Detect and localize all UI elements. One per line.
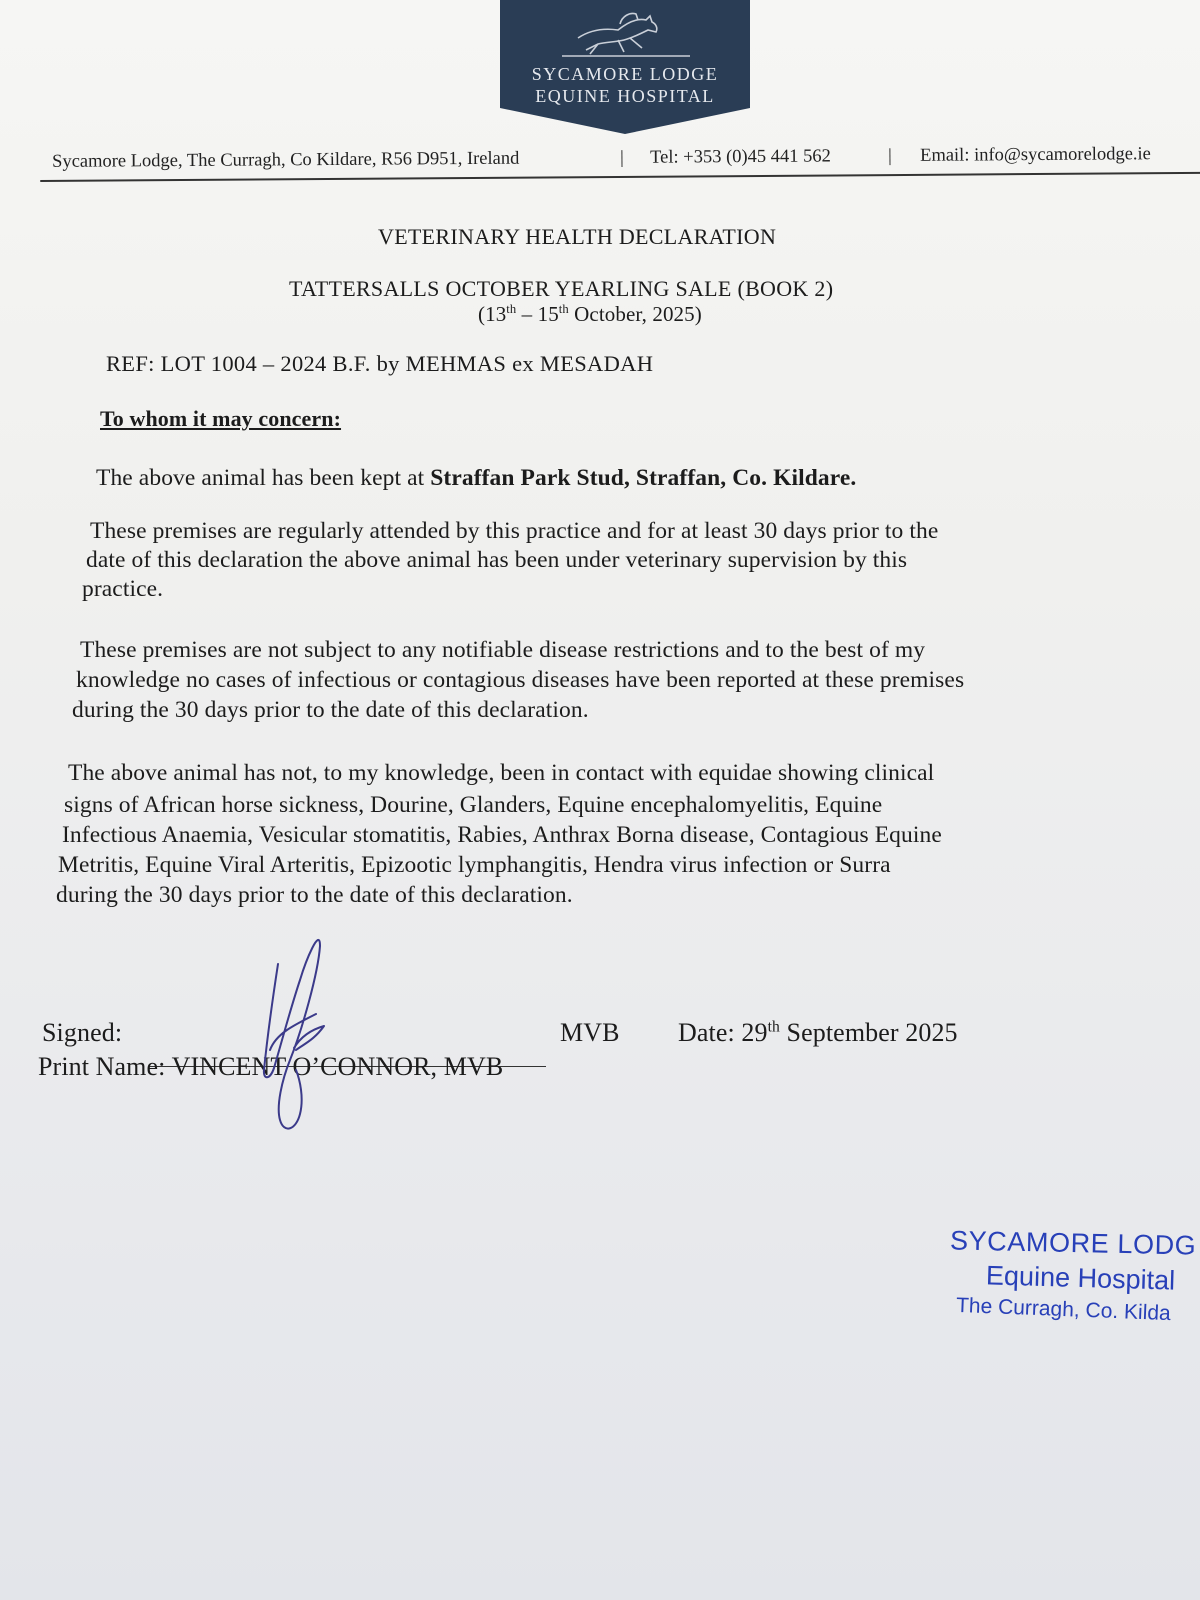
paragraph-supervision-line: These premises are regularly attended by this practice and for at least 30 days prior to the [90,518,939,544]
paragraph-restrictions-line: These premises are not subject to any notifiable disease restrictions and to the best of my [80,637,926,663]
greeting: To whom it may concern: [100,406,342,431]
handwritten-signature [230,930,350,1150]
paragraph-supervision-line: practice. [82,576,164,602]
separator: | [620,147,624,168]
sale-title: TATTERSALLS OCTOBER YEARLING SALE (BOOK 2) [289,276,834,301]
stamp-line-3: The Curragh, Co. Kilda [955,1293,1172,1326]
logo-line-2: EQUINE HOSPITAL [535,86,715,106]
separator: | [888,146,892,167]
email-address: Email: info@sycamorelodge.ie [920,144,1151,166]
stamp-line-1: SYCAMORE LODG [949,1225,1197,1261]
telephone: Tel: +353 (0)45 441 562 [650,146,831,168]
print-name: Print Name: VINCENT O’CONNOR, MVB [38,1052,504,1081]
paragraph-diseases-line: signs of African horse sickness, Dourine, Glanders, Equine encephalomyelitis, Equine [64,792,883,818]
declaration-date: Date: 29th September 2025 [678,1018,958,1047]
paragraph-diseases-line: during the 30 days prior to the date of this declaration. [56,882,573,908]
paragraph-premises: The above animal has been kept at Straffan Park Stud, Straffan, Co. Kildare. [96,465,857,491]
document-title: VETERINARY HEALTH DECLARATION [378,224,777,249]
address-bar [40,136,1200,182]
stamp-line-2: Equine Hospital [985,1260,1176,1296]
paragraph-diseases-line: Metritis, Equine Viral Arteritis, Epizootic lymphangitis, Hendra virus infection or Surra [58,852,891,878]
paragraph-supervision-line: date of this declaration the above animal has been under veterinary supervision by this [86,547,908,573]
paragraph-restrictions-line: during the 30 days prior to the date of this declaration. [72,697,589,723]
signed-label: Signed: [42,1018,123,1047]
paragraph-diseases-line: Infectious Anaemia, Vesicular stomatitis, Rabies, Anthrax Borna disease, Contagious Equine [62,822,942,848]
lot-reference: REF: LOT 1004 – 2024 B.F. by MEHMAS ex MESADAH [106,351,654,376]
paragraph-restrictions-line: knowledge no cases of infectious or contagious diseases have been reported at these premises [76,667,965,693]
sale-dates: (13th – 15th October, 2025) [478,302,702,326]
hospital-logo [500,0,750,134]
mvb-label: MVB [560,1018,620,1047]
postal-address: Sycamore Lodge, The Curragh, Co Kildare, R56 D951, Ireland [52,148,520,172]
logo-line-1: SYCAMORE LODGE [531,64,719,84]
paragraph-diseases-line: The above animal has not, to my knowledge, been in contact with equidae showing clinical [68,760,935,786]
